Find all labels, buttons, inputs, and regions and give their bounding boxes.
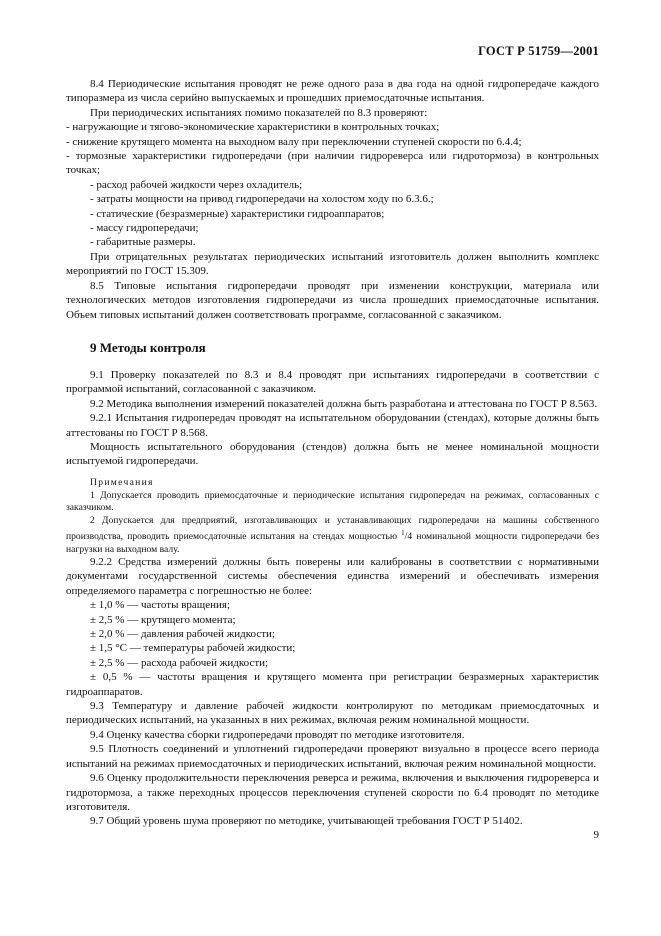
note-2-part-a: 2 Допускается для предприятий, изготавливающих и устанавливающих гидропередачи на машины собственного производства, проводить приемосдаточные испытания на стендах мощностью: [66, 514, 599, 543]
list-item: - габаритные размеры.: [90, 236, 196, 249]
paragraph-9-2: 9.2 Методика выполнения измерений показателей должна быть разработана и аттестована по ГОСТ Р 8.563.: [90, 397, 598, 410]
list-item: - статические (безразмерные) характеристики гидроаппаратов;: [90, 207, 385, 220]
document-header: ГОСТ Р 51759—2001: [478, 44, 599, 58]
paragraph-8-5: 8.5 Типовые испытания гидропередачи проводят при изменении конструкции, материала или технологических методов изготовления гидропередачи из числа прошедших приемосдаточные испытания. Объем типовых испытаний должен соответствовать программе, согласованной с заказчиком.: [66, 279, 599, 321]
section-9-2-2: [66, 555, 599, 829]
fraction-numerator: 1: [401, 529, 405, 538]
paragraph-9-2-1: 9.2.1 Испытания гидропередач проводят на испытательном оборудовании (стендах), которые должны быть аттестованы по ГОСТ Р 8.568.: [66, 412, 599, 439]
paragraph-9-7: 9.7 Общий уровень шума проверяют по методике, учитывающей требования ГОСТ Р 51402.: [90, 815, 523, 828]
paragraph-9-5: 9.5 Плотность соединений и уплотнений гидропередачи проверяют визуально в процессе всего периода испытаний на режимах приемосдаточных и периодических испытаний, включая режим номинальной мощности.: [66, 743, 599, 770]
tolerance-item: ± 1,0 % — частоты вращения;: [90, 599, 231, 612]
paragraph-9-4: 9.4 Оценку качества сборки гидропередачи проводят по методике изготовителя.: [90, 728, 465, 741]
paragraph-9-2-1-power: Мощность испытательного оборудования (стендов) должна быть не менее номинальной мощности испытуемой гидропередачи.: [66, 441, 599, 468]
list-item: - тормозные характеристики гидропередачи (при наличии гидрореверса или гидротормоза) в контрольных точках;: [66, 150, 599, 177]
tolerance-item: ± 0,5 % — частоты вращения и крутящего момента при регистрации безразмерных характеристик гидроаппаратов.: [66, 671, 599, 698]
list-item: - нагружающие и тягово-экономические характеристики в контрольных точках;: [66, 121, 440, 134]
paragraph-8-4-negative: При отрицательных результатах периодических испытаний изготовитель должен выполнить комплекс мероприятий по ГОСТ 15.309.: [66, 250, 599, 278]
list-item: - массу гидропередачи;: [90, 222, 199, 235]
tolerance-item: ± 2,5 % — крутящего момента;: [90, 613, 236, 626]
page-number: 9: [593, 829, 599, 841]
paragraph-9-1: 9.1 Проверку показателей по 8.3 и 8.4 проводят при испытаниях гидропередачи в соответствии с программой испытаний, согласованной с заказчиком.: [66, 369, 599, 396]
note-1: 1 Допускается проводить приемосдаточные и периодические испытания гидропередач на режимах, согласованных с заказчиком.: [66, 489, 599, 514]
section-8-4: [66, 77, 599, 322]
tolerance-item: ± 2,5 % — расхода рабочей жидкости;: [90, 656, 269, 669]
note-2-part-b: номинальной мощности гидропередачи без нагрузки на выходном валу.: [66, 531, 599, 556]
tolerance-item: ± 1,5 °С — температуры рабочей жидкости;: [90, 642, 296, 655]
paragraph-9-3: 9.3 Температуру и давление рабочей жидкости контролируют по методикам приемосдаточных и периодических испытаний, на указанных в них режимах, включая режим номинальной мощности.: [66, 700, 599, 727]
note-2: 2 Допускается для предприятий, изготавливающих и устанавливающих гидропередачи на машины собственного производства, проводить приемосдаточные испытания на стендах мощностью $^1$/4 номинальной мощности гидропередачи без нагрузки на выходном валу.: [66, 514, 599, 556]
paragraph-8-4-intro: При периодических испытаниях помимо показателей по 8.3 проверяют:: [90, 106, 428, 119]
list-item: - снижение крутящего момента на выходном валу при переключении ступеней скорости по 6.4.4;: [66, 135, 522, 148]
section-9: [66, 368, 599, 469]
list-item: - расход рабочей жидкости через охладитель;: [90, 178, 303, 191]
notes-block: [66, 477, 599, 557]
paragraph-8-4: 8.4 Периодические испытания проводят не реже одного раза в два года на одной гидропередаче каждого типоразмера из числа серийно выпускаемых и прошедших приемосдаточные испытания.: [66, 78, 599, 105]
section-9-title: 9 Методы контроля: [90, 340, 206, 355]
tolerance-item: ± 2,0 % — давления рабочей жидкости;: [90, 628, 275, 641]
fraction-denominator: 4: [407, 531, 413, 543]
paragraph-9-6: 9.6 Оценку продолжительности переключения реверса и режима, включения и выключения гидрореверса и гидротормоза, а также переходных процессов переключения ступеней скорости по 6.4 проводят по методике изготовителя.: [66, 772, 599, 813]
paragraph-9-2-2: 9.2.2 Средства измерений должны быть поверены или калиброваны в соответствии с нормативными документами государственной системы обеспечения единства измерений и обеспечивать измерения определяемого параметра с погрешностью не более:: [66, 556, 599, 597]
list-item: - затраты мощности на привод гидропередачи на холостом ходу по 6.3.6.;: [90, 193, 434, 206]
notes-heading: Примечания: [90, 477, 154, 488]
